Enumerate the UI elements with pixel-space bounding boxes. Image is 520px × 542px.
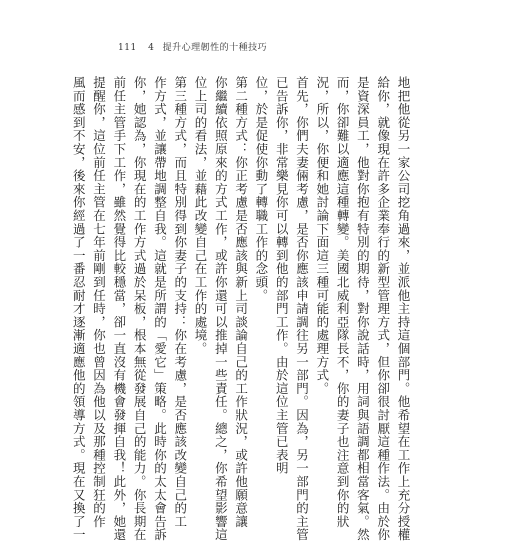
page-header bbox=[118, 40, 267, 53]
text-column: 提醒你，這位前任主管在七年前剛到任時，你也曾因為他以及那種控制狂的作 bbox=[91, 76, 107, 529]
text-column: 位，於是促使你動了轉職工作的念頭。 bbox=[253, 76, 269, 303]
text-column: 給你，就像現在許多企業奉行的新型管理方式，但你卻很討厭這種作法。由於你 bbox=[375, 76, 391, 542]
chapter-title: 提升心理韌性的十種技巧 bbox=[162, 43, 268, 53]
text-column: 作方式，並讓帶地調整自我。這就是所謂的「愛它」策略。此時你的太太會告訴 bbox=[152, 76, 168, 542]
text-column: 是資深員工，他對你抱有特別的期待，對你說話時，用詞與語調都相當客氣。然 bbox=[355, 76, 371, 542]
text-column: 已告訴你，非常樂見你可以轉到他的部門工作。由於這位主管已表明 bbox=[274, 76, 290, 475]
page-number: 111 bbox=[118, 43, 137, 53]
text-column: 第三種方式，而且特別得到你妻子的支持：你在考慮，是否應該改變自己的工 bbox=[172, 76, 188, 529]
text-column: 況，所以，你便和她討論下面這三種可能的處理方式。 bbox=[314, 76, 330, 396]
text-column: 而，你卻難以適應這種轉變。美國北威利亞隊長不，你的妻子也注意到你的狀 bbox=[335, 76, 351, 529]
chapter-number: 4 bbox=[148, 43, 155, 53]
text-column: 前任主管手下工作，雖然覺得比較穩當，卻一直沒有機會發揮自我！此外，她還 bbox=[111, 76, 127, 542]
text-column: 位上司的看法，並藉此改變自己在工作的處境。 bbox=[193, 76, 209, 356]
text-column: 第二種方式：你正考慮是否應該與新上司談論自己的工作狀況，或許他願意讓 bbox=[233, 76, 249, 529]
text-column: 你，她認為，你現在的工作方式過於呆板，根本無從發展自己的能力。你長期在 bbox=[132, 76, 148, 542]
text-column: 風而感到不安，後來你經過了一番忍耐才逐漸適應他的領導方式。現在又換了一 bbox=[71, 76, 87, 542]
body-text bbox=[68, 76, 413, 542]
text-column: 你繼續依照原來的方式工作，或許你還可以推掉一些責任。總之，你希望影響這 bbox=[213, 76, 229, 542]
text-column: 首先，你們夫妻倆考慮，是否你應該申請調往另一部門。因為，另一部門的主管 bbox=[294, 76, 310, 542]
text-column: 地把他從另一家公司挖角過來，並派他主持這個部門。他希望在工作上充分授權 bbox=[396, 76, 411, 542]
